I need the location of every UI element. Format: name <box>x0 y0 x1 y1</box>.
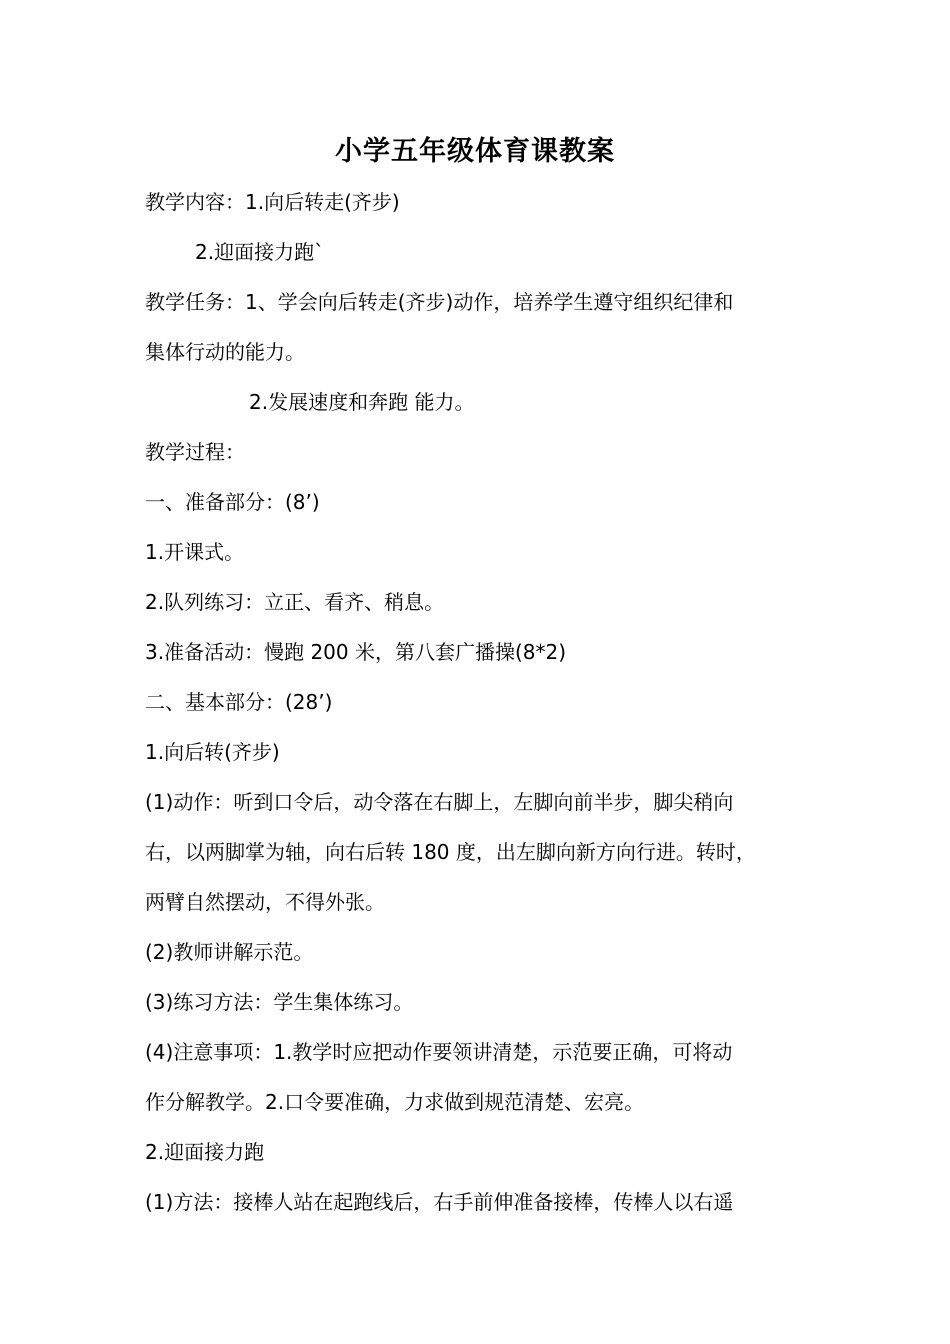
text-line: (1)动作：听到口令后，动令落在右脚上，左脚向前半步，脚尖稍向 <box>145 790 734 814</box>
text-line: 2.迎面接力跑` <box>195 240 325 264</box>
section-heading: 二、基本部分：(28’) <box>145 690 333 714</box>
section-heading: 一、准备部分：(8’) <box>145 490 320 514</box>
text-line: 1.开课式。 <box>145 540 245 564</box>
text-line: 3.准备活动：慢跑 200 米，第八套广播操(8*2) <box>145 640 567 664</box>
text-line: 2.队列练习：立正、看齐、稍息。 <box>145 590 445 614</box>
text-line: (2)教师讲解示范。 <box>145 940 314 964</box>
text-line: (3)练习方法：学生集体练习。 <box>145 990 414 1014</box>
text-line: (1)方法：接棒人站在起跑线后，右手前伸准备接棒，传棒人以右遥 <box>145 1190 734 1214</box>
text-line: 2.发展速度和奔跑 能力。 <box>249 390 475 414</box>
text-line: 两臂自然摆动，不得外张。 <box>145 890 385 914</box>
text-line: 2.迎面接力跑 <box>145 1140 265 1164</box>
text-line: (4)注意事项：1.教学时应把动作要领讲清楚，示范要正确，可将动 <box>145 1040 733 1064</box>
text-line: 教学内容：1.向后转走(齐步) <box>145 190 400 214</box>
text-line: 教学过程： <box>145 440 245 464</box>
text-line: 1.向后转(齐步) <box>145 740 280 764</box>
text-line: 作分解教学。2.口令要准确，力求做到规范清楚、宏亮。 <box>145 1090 645 1114</box>
text-line: 集体行动的能力。 <box>145 340 305 364</box>
text-line: 教学任务：1、学会向后转走(齐步)动作，培养学生遵守组织纪律和 <box>145 290 734 314</box>
text-line: 右，以两脚掌为轴，向右后转 180 度，出左脚向新方向行进。转时， <box>145 840 756 864</box>
document-title: 小学五年级体育课教案 <box>335 136 615 167</box>
document-body <box>145 177 825 1227</box>
